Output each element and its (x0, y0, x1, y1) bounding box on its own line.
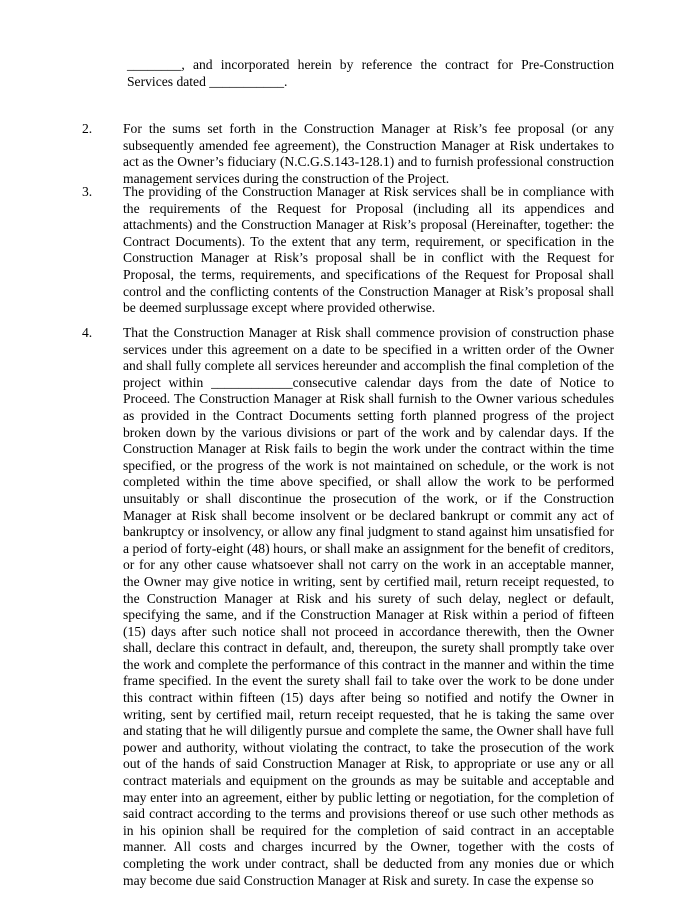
intro-paragraph: ________, and incorporated herein by reference the contract for Pre-Construction Services dated ___________. (127, 57, 614, 89)
clause-number: 2. (82, 121, 93, 136)
clause-text: That the Construction Manager at Risk shall commence provision of construction phase services under this agreement on a date to be specified in a written order of the Owner and shall fully complete all services hereunder and accomplish the final completion of the project within ____________consecutive calendar days from the date of Notice to Proceed. The Construction Manager at Risk shall furnish to the Owner various schedules as provided in the Contract Documents setting forth planned progress of the project broken down by the various divisions or part of the work and by calendar days. If the Construction Manager at Risk fails to begin the work under the contract within the time specified, or the progress of the work is not maintained on schedule, or the work is not completed within the time above specified, or shall allow the work to be performed unsuitably or shall discontinue the prosecution of the work, or if the Construction Manager at Risk shall become insolvent or be declared bankrupt or commit any act of bankruptcy or insolvency, or allow any final judgment to stand against him unsatisfied for a period of forty-eight (48) hours, or shall make an assignment for the benefit of creditors, or for any other cause whatsoever shall not carry on the work in an acceptable manner, the Owner may give notice in writing, sent by certified mail, return receipt requested, to the Construction Manager at Risk and his surety of such delay, neglect or default, specifying the same, and if the Construction Manager at Risk within a period of fifteen (15) days after such notice shall not proceed in accordance therewith, then the Owner shall, declare this contract in default, and, thereupon, the surety shall promptly take over the work and complete the performance of this contract in the manner and within the time frame specified. In the event the surety shall fail to take over the work to be done under this contract within fifteen (15) days after being so notified and notify the Owner in writing, sent by certified mail, return receipt requested, that he is taking the same over and stating that he will diligently pursue and complete the same, the Owner shall have full power and authority, without violating the contract, to take the prosecution of the work out of the hands of said Construction Manager at Risk, to appropriate or use any or all contract materials and equipment on the grounds as may be suitable and acceptable and may enter into an agreement, either by public letting or negotiation, for the completion of said contract according to the terms and provisions thereof or use such other methods as in his opinion shall be required for the completion of said contract in an acceptable manner. All costs and charges incurred by the Owner, together with the costs of completing the work under contract, shall be deducted from any monies due or which may become due said Construction Manager at Risk and surety. In case the expense so (123, 325, 614, 888)
clause-text: For the sums set forth in the Construction Manager at Risk’s fee proposal (or any subsequently amended fee agreement), the Construction Manager at Risk undertakes to act as the Owner’s fiduciary (N.C.G.S.143-128.1) and to furnish professional construction management services during the construction of the Project. (123, 121, 614, 186)
clause-text: The providing of the Construction Manager at Risk services shall be in compliance with the requirements of the Request for Proposal (including all its appendices and attachments) and the Construction Manager at Risk’s proposal (Hereinafter, together: the Contract Documents). To the extent that any term, requirement, or specification in the Construction Manager at Risk’s proposal shall be in conflict with the Request for Proposal, the terms, requirements, and specifications of the Request for Proposal shall control and the conflicting contents of the Construction Manager at Risk’s proposal shall be deemed surplussage except where provided otherwise. (123, 184, 614, 316)
clause-number: 3. (82, 184, 93, 199)
clause-number: 4. (82, 325, 93, 340)
